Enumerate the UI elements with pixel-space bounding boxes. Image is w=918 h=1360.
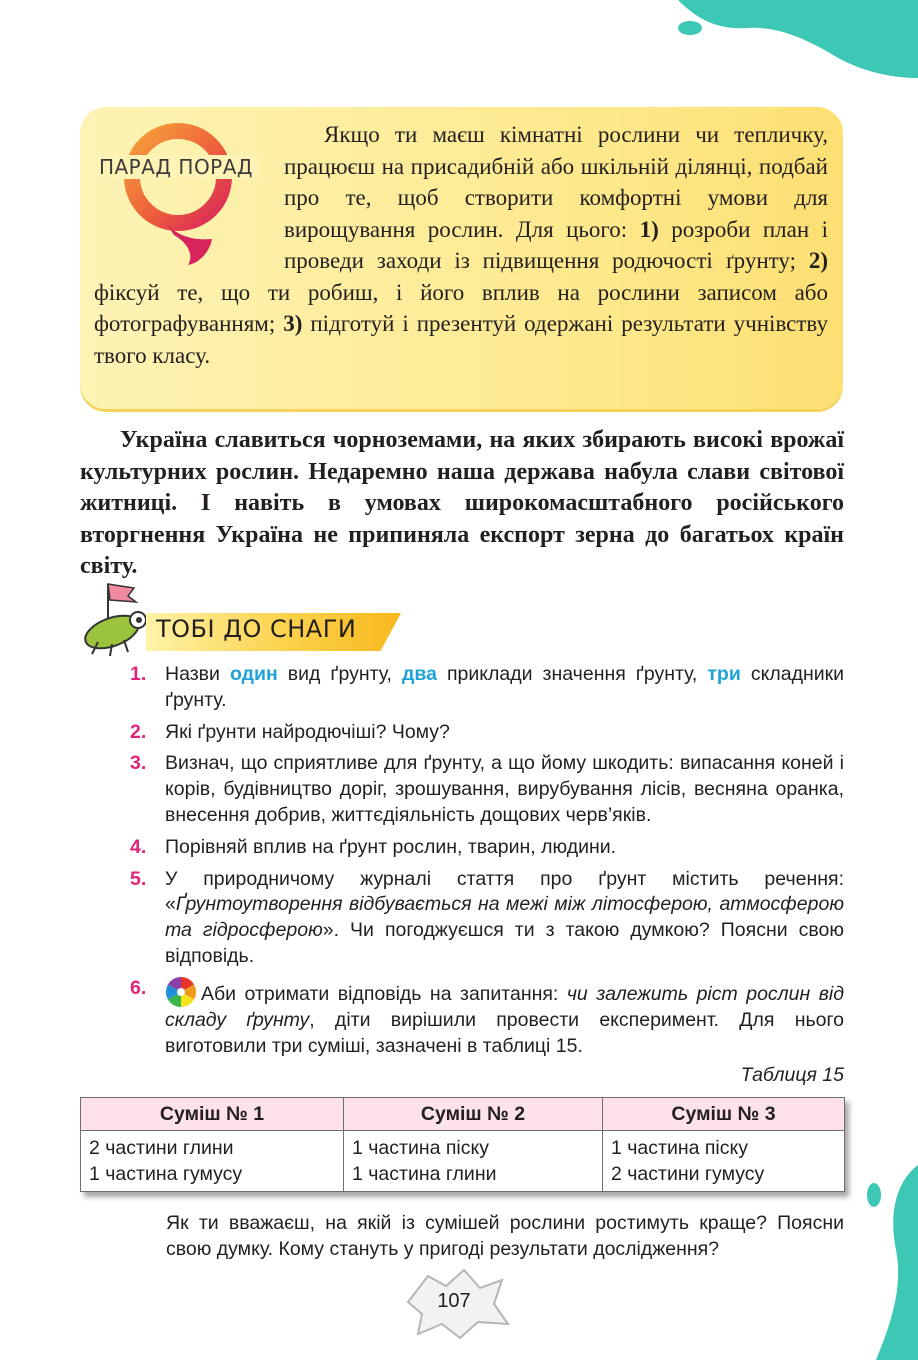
advice-logo-label: ПАРАД ПОРАД xyxy=(94,155,258,179)
question-number: 3. xyxy=(130,752,147,775)
section-title: ТОБІ ДО СНАГИ xyxy=(156,615,357,643)
advice-step-2: фіксуй те, що ти робиш, і його вплив на рослини записом або фотографуванням; xyxy=(94,279,828,336)
question-number: 1. xyxy=(130,663,147,685)
question-6: 6. Аби отримати відповідь на запитання: чи залежить ріст рослин від складу ґрунту, діти вирішили провести експеримент. Для нього виготовили три суміші, зазначені в таблиці 15. xyxy=(130,976,844,1057)
advice-num-3: 3) xyxy=(283,311,303,336)
main-paragraph: Україна славиться чорноземами, на яких збирають високі врожаї культурних рослин. Недаремно наша держава набула слави світової житниці. І навіть в умовах широкомасштабного російського вторгнення Україна не припиняла експорт зерна до багатьох країн світу. xyxy=(80,427,844,579)
page-number: 107 xyxy=(437,1290,471,1312)
highlight-three: три xyxy=(707,663,741,685)
advice-step-1: розроби план і проведи заходи із підвищення родючості ґрунту; xyxy=(284,216,829,273)
advice-box xyxy=(80,107,843,409)
highlight-two: два xyxy=(402,663,437,685)
column-header: Суміш № 3 xyxy=(603,1098,845,1131)
table-cell: 2 частини глини 1 частина гумусу xyxy=(81,1131,344,1192)
question-number: 6. xyxy=(130,976,147,999)
advice-step-3: підготуй і презентуй одержані результати учнівству твого класу. xyxy=(94,311,828,368)
question-1: 1. Назви один вид ґрунту, два приклади значення ґрунту, три складники ґрунту. xyxy=(130,663,845,711)
question-5: 5. У природничому журналі стаття про ґрунт містить речення: «Ґрунтоутворення відбувається на межі між літосферою, атмосферою та гідросферою». Чи погоджуєшся ти з такою думкою? Поясни свою відповідь. xyxy=(130,867,844,967)
question-4: 4. Порівняй вплив на ґрунт рослин, тварин, людини. xyxy=(130,835,844,861)
table-cell: 1 частина піску 1 частина глини xyxy=(344,1131,603,1192)
question-number: 4. xyxy=(130,835,147,858)
question-3: 3. Визнач, що сприятливе для ґрунту, а що йому шкодить: випасання коней і корів, будівництво доріг, зрошування, вирубування лісів, весняна оранка, внесення добрив, життєдіяльність дощових черв’яків. xyxy=(130,752,844,826)
table-header-row xyxy=(81,1098,845,1131)
table-caption: Таблиця 15 xyxy=(740,1064,844,1086)
column-header: Суміш № 1 xyxy=(81,1098,344,1131)
table-row xyxy=(81,1131,845,1192)
question-number: 2. xyxy=(130,720,147,743)
final-question: Як ти вважаєш, на якій із сумішей рослини ростимуть краще? Поясни свою думку. Кому стануть у пригоді результати дослідження? xyxy=(166,1212,844,1260)
advice-text xyxy=(94,119,828,371)
advice-num-2: 2) xyxy=(808,248,829,273)
decorative-teal-blob-top xyxy=(658,0,918,80)
question-2: 2. Які ґрунти найродючіші? Чому? xyxy=(130,720,844,746)
question-number: 5. xyxy=(130,867,147,890)
decorative-teal-blob-right xyxy=(858,1160,918,1360)
table-cell: 1 частина піску 2 частини гумусу xyxy=(603,1131,845,1192)
column-header: Суміш № 2 xyxy=(344,1098,603,1131)
advice-num-1: 1) xyxy=(639,216,659,242)
highlight-one: один xyxy=(229,663,278,685)
advice-intro: Якщо ти маєш кімнатні рослини чи тепличку, працюєш на присадибній або шкільній ділянці, подбай про те, щоб створити комфортні умови для вирощування рослин. Для цього: xyxy=(284,122,828,242)
color-wheel-icon xyxy=(165,976,197,1008)
mixtures-table xyxy=(80,1097,845,1192)
questions-list xyxy=(130,662,844,1065)
